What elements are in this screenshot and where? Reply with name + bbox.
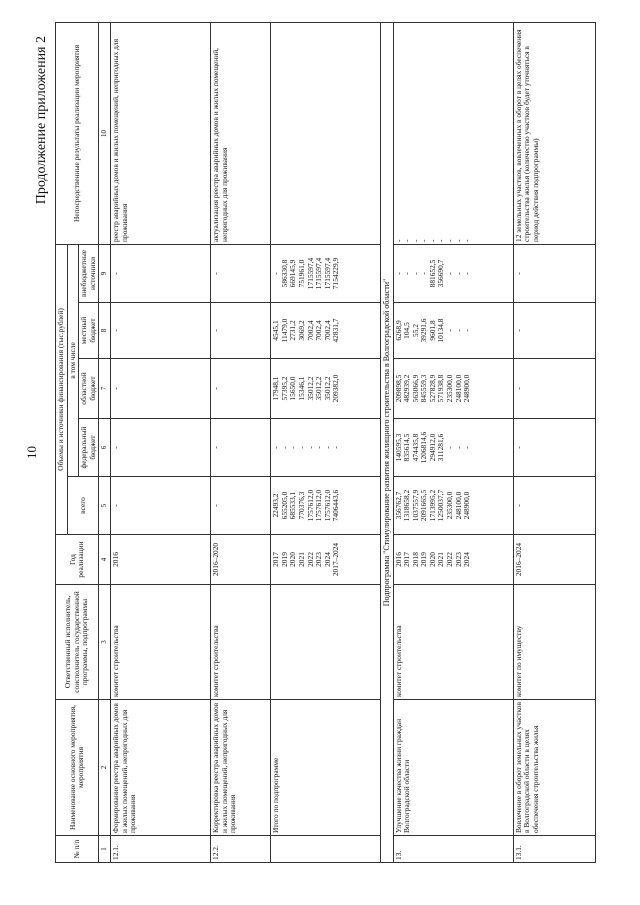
header-name: Наименование основного мероприятия, мероприятия: [56, 700, 99, 836]
section-row: [381, 22, 393, 862]
row-regional: 209898,5 482939,2 563066,9 845559,3 527828,9 571938,8 235300,0 248100,0 248900,0: [393, 359, 513, 419]
row-year: 2016: [111, 535, 211, 585]
row-local: 6268,9 104,5 55,2 39291,6 9601,8 10134,8 - - -: [393, 303, 513, 359]
column-index: 10: [99, 22, 111, 244]
continuation-title: Продолжение приложения 2: [34, 36, 49, 205]
column-index: 8: [99, 303, 111, 359]
subtotal-federal: - - - - - - - -: [271, 419, 381, 477]
row-executor: комитет строительства: [111, 585, 211, 700]
row-executor: [271, 585, 381, 700]
row-total: 356762,7 1318658,2 1037557,9 2091665,5 1713995,2 1250037,7 235300,0 248100,0 248900,0: [393, 477, 513, 535]
subtotal-total: 22493,2 655205,0 685533,1 770376,3 1757612,0 1757612,0 1757612,0 7406443,6: [271, 477, 381, 535]
header-total: всего: [67, 477, 99, 535]
header-results: Непосредственные результаты реализации мероприятия: [56, 22, 99, 244]
header-num: № п/п: [56, 836, 99, 863]
row-local: -: [111, 303, 211, 359]
column-index-row: [99, 22, 111, 862]
row-total: -: [211, 477, 271, 535]
row-num: 12.1.: [111, 836, 211, 863]
row-name: Улучшение качества жизни граждан Волгоградской области: [393, 700, 513, 836]
header-funding-group: Объемы и источники финансирования (тыс.рублей): [56, 244, 68, 534]
table-row: [513, 22, 595, 862]
row-year: 2016–2024: [513, 535, 595, 585]
row-extra: -: [211, 244, 271, 302]
header-executor: Ответственный исполнитель, соисполнитель государственной программы, подпрограммы: [56, 585, 99, 700]
header-federal: федеральный бюджет: [79, 419, 99, 477]
column-index: 2: [99, 700, 111, 836]
table-row: [211, 22, 271, 862]
table-row: [111, 22, 211, 862]
row-result: реестр аварийных домов и жилых помещений, непригодных для проживания: [111, 22, 211, 244]
row-extra: -: [513, 244, 595, 302]
row-num: [271, 836, 381, 863]
column-index: 6: [99, 419, 111, 477]
subtotal-local: 4545,1 11479,0 2731,2 3069,2 7002,4 7002,4 7002,4 42831,7: [271, 303, 381, 359]
page-number: 10: [24, 446, 39, 459]
section-title: Подпрограмма "Стимулирование развития жилищного строительства в Волгоградской области": [381, 22, 393, 862]
row-regional: -: [211, 359, 271, 419]
column-index: 9: [99, 244, 111, 302]
row-num: 13.: [393, 836, 513, 863]
row-extra: - - - - 881652,5 356690,7 - - -: [393, 244, 513, 302]
column-index: 7: [99, 359, 111, 419]
row-total: -: [111, 477, 211, 535]
row-name: Формирование реестра аварийных домов и жилых помещений, непригодных для проживания: [111, 700, 211, 836]
row-result: актуализация реестра аварийных домов и жилых помещений, непригодных для проживания: [211, 22, 271, 244]
subtotal-label: Итого по подпрограмме: [271, 700, 381, 836]
column-index: 4: [99, 535, 111, 585]
row-local: -: [513, 303, 595, 359]
row-regional: -: [513, 359, 595, 419]
table-row: [393, 22, 513, 862]
row-regional: -: [111, 359, 211, 419]
row-total: -: [513, 477, 595, 535]
funding-table: [55, 22, 596, 863]
row-local: -: [211, 303, 271, 359]
row-result: 12 земельных участков, вовлеченных в оборот в целях обеспечения строительства жилья (количество участков будет уточняться в период действия подпрограммы): [513, 22, 595, 244]
subtotal-extra: - 586330,8 669145,9 751961,0 1715597,4 1715597,4 1715597,4 7154229,9: [271, 244, 381, 302]
row-executor: комитет строительства: [211, 585, 271, 700]
subtotal-regional: 17948,1 57395,2 15650,0 15346,1 35012,2 35012,2 35012,2 209382,0: [271, 359, 381, 419]
row-num: 13.1.: [513, 836, 595, 863]
row-executor: комитет строительства: [393, 585, 513, 700]
row-result: - - - - - - - - -: [393, 22, 513, 244]
header-regional: областной бюджет: [79, 359, 99, 419]
row-federal: 140595,3 835614,5 474435,8 1206814,6 294912,0 311281,6 - - -: [393, 419, 513, 477]
header-extra: внебюджетные источники: [79, 244, 99, 302]
column-index: 3: [99, 585, 111, 700]
row-name: Вовлечение в оборот земельных участков в Волгоградской области в целях обеспечения строительства жилья: [513, 700, 595, 836]
row-federal: -: [211, 419, 271, 477]
subtotal-row: [271, 22, 381, 862]
row-federal: -: [111, 419, 211, 477]
column-index: 1: [99, 836, 111, 863]
row-year: 2016–2020: [211, 535, 271, 585]
subtotal-result: [271, 22, 381, 244]
row-executor: комитет по имуществу: [513, 585, 595, 700]
header-year: Год реализации: [56, 535, 99, 585]
row-extra: -: [111, 244, 211, 302]
row-num: 12.2.: [211, 836, 271, 863]
row-federal: -: [513, 419, 595, 477]
header-including: в том числе: [67, 244, 79, 476]
row-years: 2016 2017 2018 2019 2020 2021 2022 2023 2024: [393, 535, 513, 585]
header-local: местный бюджет: [79, 303, 99, 359]
subtotal-years: 2017 2019 2020 2021 2022 2023 2024 2017–2024: [271, 535, 381, 585]
row-name: Корректировка реестра аварийных домов и жилых помещений, непригодных для проживания: [211, 700, 271, 836]
column-index: 5: [99, 477, 111, 535]
